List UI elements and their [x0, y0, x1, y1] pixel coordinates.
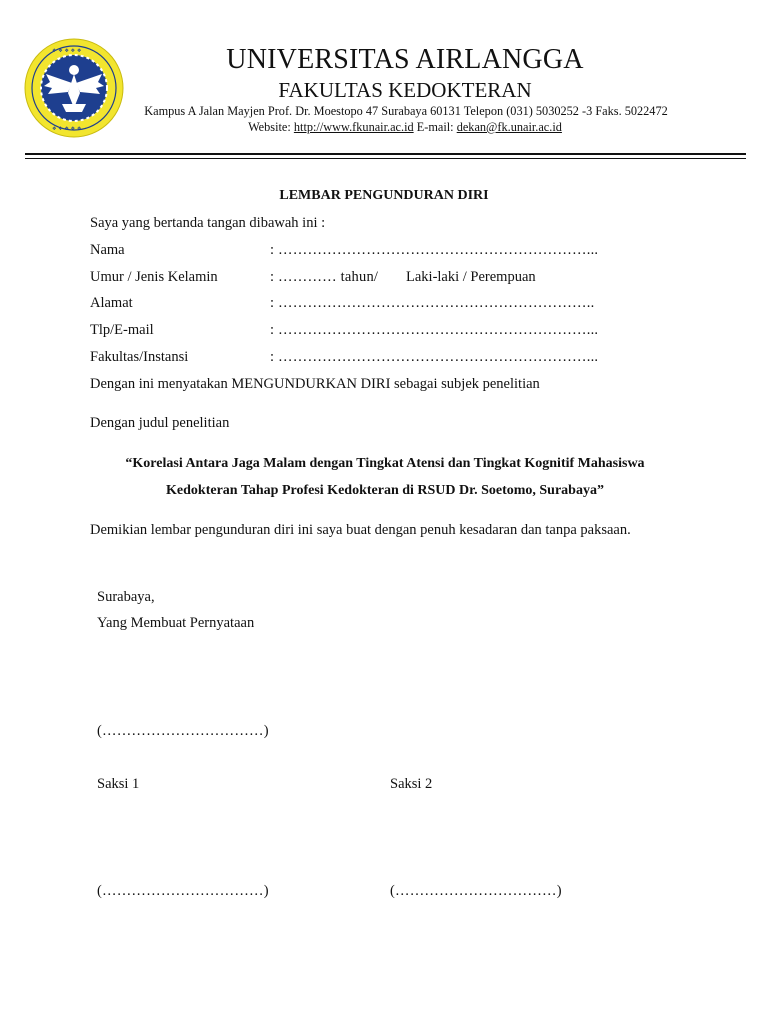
witness2-signature-line[interactable]: (……………………………): [390, 883, 562, 899]
field-label-nama: Nama: [90, 242, 125, 258]
signing-place: Surabaya,: [97, 589, 155, 605]
signer-label: Yang Membuat Pernyataan: [97, 615, 255, 631]
field-option-gender[interactable]: Laki-laki / Perempuan: [406, 269, 536, 285]
email-link[interactable]: dekan@fk.unair.ac.id: [456, 120, 562, 134]
statement-text: Dengan ini menyatakan MENGUNDURKAN DIRI sebagai subjek penelitian: [90, 376, 540, 392]
field-label-fakultas: Fakultas/Instansi: [90, 349, 189, 365]
university-name: UNIVERSITAS AIRLANGGA: [226, 44, 584, 75]
faculty-name: FAKULTAS KEDOKTERAN: [278, 78, 532, 102]
field-value-tlp-email[interactable]: : ………………………………………………………...: [270, 322, 599, 338]
svg-text:❖ ❖ ❖ ❖ ❖: ❖ ❖ ❖ ❖ ❖: [52, 126, 82, 132]
email-label: E-mail:: [416, 120, 454, 134]
research-title-line1: “Korelasi Antara Jaga Malam dengan Tingkat Atensi dan Tingkat Kognitif Mahasiswa: [125, 456, 645, 471]
intro-text: Saya yang bertanda tangan dibawah ini :: [90, 215, 326, 231]
svg-text:❖ ❖ ❖ ❖ ❖: ❖ ❖ ❖ ❖ ❖: [52, 48, 82, 54]
field-label-tlp-email: Tlp/E-mail: [90, 322, 154, 338]
contact-line: [100, 120, 710, 135]
field-value-nama[interactable]: : ………………………………………………………...: [270, 242, 599, 258]
witness2-label: Saksi 2: [390, 776, 433, 792]
closing-text: Demikian lembar pengunduran diri ini saya buat dengan penuh kesadaran dan tanpa paksaan.: [90, 522, 631, 538]
campus-address: Kampus A Jalan Mayjen Prof. Dr. Moestopo 47 Surabaya 60131 Telepon (031) 5030252 -3 Faks. 5022472: [144, 104, 668, 118]
field-label-alamat: Alamat: [90, 295, 133, 311]
field-value-alamat[interactable]: : ………………………………………………………..: [270, 295, 595, 311]
header-divider-thick: [25, 153, 746, 155]
website-link[interactable]: http://www.fkunair.ac.id: [293, 120, 414, 134]
witness1-signature-line[interactable]: (……………………………): [97, 883, 269, 899]
field-value-umur[interactable]: : ………… tahun/: [270, 269, 379, 285]
website-label: Website:: [248, 120, 291, 134]
document-title: LEMBAR PENGUNDURAN DIRI: [279, 188, 489, 203]
field-value-fakultas[interactable]: : ………………………………………………………...: [270, 349, 599, 365]
witness1-label: Saksi 1: [97, 776, 140, 792]
research-title-line2: Kedokteran Tahap Profesi Kedokteran di RSUD Dr. Soetomo, Surabaya”: [166, 483, 604, 498]
research-label: Dengan judul penelitian: [90, 415, 230, 431]
header-divider-thin: [25, 158, 746, 159]
field-label-umur: Umur / Jenis Kelamin: [90, 269, 218, 285]
signer-signature-line[interactable]: (……………………………): [97, 723, 269, 739]
